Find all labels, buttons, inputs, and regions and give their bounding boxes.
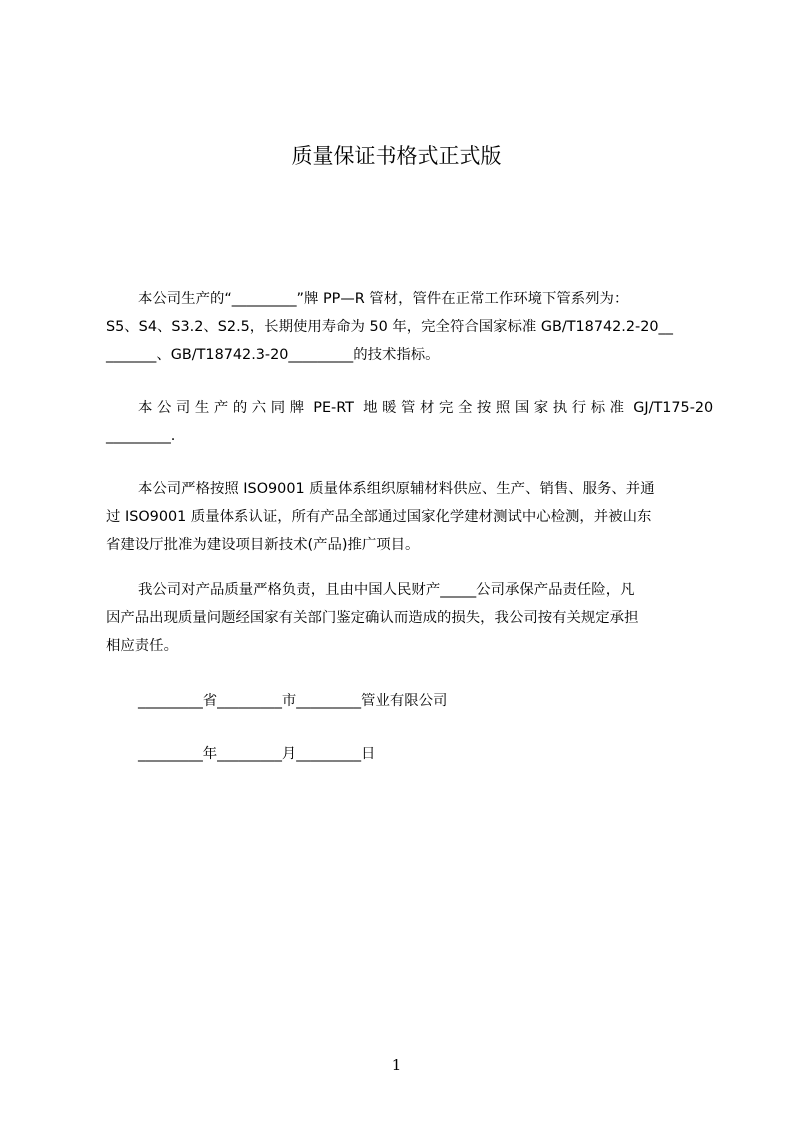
paragraph-line: _________. <box>106 428 176 444</box>
paragraph-line: 我公司对产品质量严格负责，且由中国人民财产_____公司承保产品责任险，凡 <box>138 582 635 598</box>
paragraph-line: S5、S4、S3.2、S2.5，长期使用寿命为 50 年，完全符合国家标准 GB/T18742.2-20__ <box>106 319 673 335</box>
document-title: 质量保证书格式正式版 <box>291 144 502 168</box>
paragraph-line: 本公司生产的“_________”牌 PP—R 管材，管件在正常工作环境下管系列为： <box>138 291 629 307</box>
company-line: _________省_________市_________管业有限公司 <box>138 693 448 709</box>
paragraph-line: 本 公 司 生 产 的 六 同 牌 PE-RT 地 暖 管 材 完 全 按 照 国 家 执 行 标 准 GJ/T175-20 <box>138 400 714 416</box>
page-number: 1 <box>391 1056 402 1074</box>
paragraph-line: 省建设厅批准为建设项目新技术(产品)推广项目。 <box>106 537 420 553</box>
date-line: _________年_________月_________日 <box>138 746 376 762</box>
paragraph-line: 因产品出现质量问题经国家有关部门鉴定确认而造成的损失，我公司按有关规定承担 <box>106 610 639 626</box>
paragraph-line: _______、GB/T18742.3-20_________的技术指标。 <box>106 347 440 363</box>
paragraph-line: 相应责任。 <box>106 638 178 654</box>
paragraph-line: 本公司严格按照 ISO9001 质量体系组织原辅材料供应、生产、销售、服务、并通 <box>138 481 655 497</box>
paragraph-line: 过 ISO9001 质量体系认证，所有产品全部通过国家化学建材测试中心检测，并被山东 <box>106 509 652 525</box>
